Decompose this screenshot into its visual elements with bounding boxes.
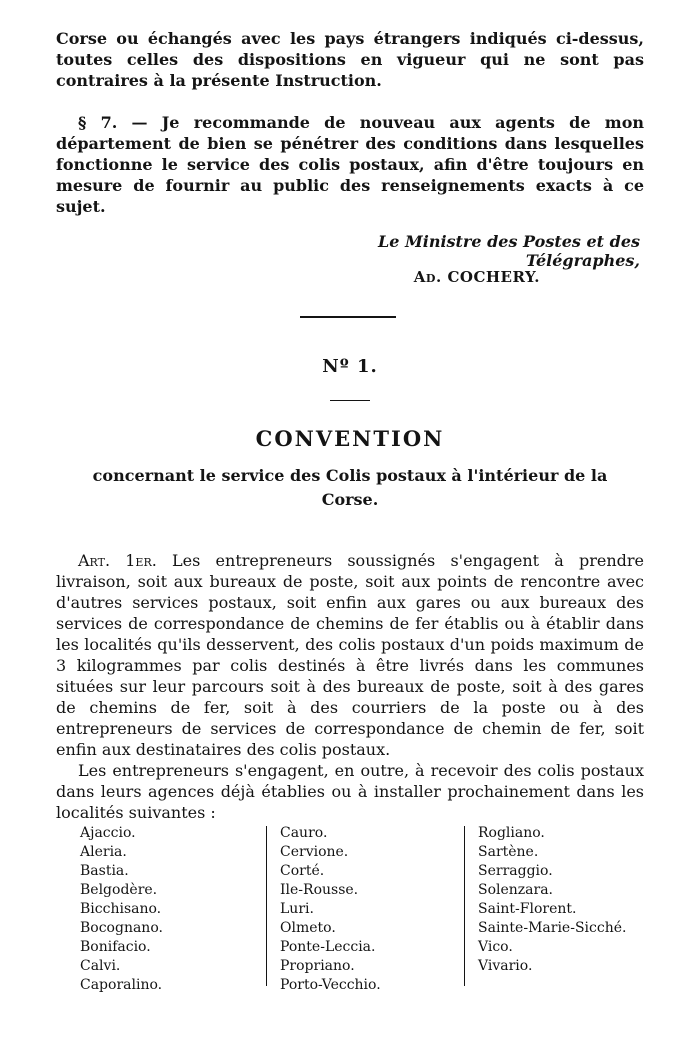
locality: Propriano. <box>280 958 355 974</box>
intro-paragraph-1: Corse ou échangés avec les pays étrangers indiqués ci-dessus, toutes celles des dispositions en vigueur qui ne sont pas contraires à la présente Instruction. <box>56 29 644 90</box>
locality: Solenzara. <box>478 882 554 898</box>
signature-name <box>340 268 540 286</box>
section-title: CONVENTION <box>255 426 445 451</box>
locality: Ponte-Leccia. <box>280 939 376 955</box>
section-number: Nº 1. <box>322 356 378 377</box>
divider-rule-2 <box>330 400 370 401</box>
divider-rule-1 <box>300 316 396 318</box>
locality: Corté. <box>280 863 325 879</box>
article-1-text: Les entrepreneurs soussignés s'engagent à prendre livraison, soit aux bureaux de poste, soit aux points de rencontre avec d'autres services postaux, soit enfin aux gares ou aux bureaux des services de correspondance de chemins de fer établis ou à établir dans les localités qu'ils desservent, des colis postaux d'un poids maximum de 3 kilogrammes par colis destinés à être livrés dans les communes situées sur leur parcours soit à des bureaux de poste, soit à des gares de chemins de fer, soit à des courriers de la poste ou à des entrepreneurs de services de correspondance de chemin de fer, soit enfin aux destinataires des colis postaux. <box>56 551 645 759</box>
locality: Olmeto. <box>280 920 336 936</box>
locality: Rogliano. <box>478 825 545 841</box>
locality: Bocognano. <box>80 920 163 936</box>
locality: Luri. <box>280 901 314 917</box>
locality: Sainte-Marie-Sicché. <box>478 920 627 936</box>
signature-initial: Ad. <box>413 268 442 286</box>
section-subtitle: concernant le service des Colis postaux à l'intérieur de la Corse. <box>92 466 608 509</box>
locality: Bastia. <box>80 863 129 879</box>
localities-column-1 <box>80 824 163 995</box>
column-separator-1 <box>266 826 267 986</box>
locality: Sartène. <box>478 844 539 860</box>
locality: Cervione. <box>280 844 349 860</box>
locality: Cauro. <box>280 825 328 841</box>
locality: Saint-Florent. <box>478 901 577 917</box>
locality: Caporalino. <box>80 977 163 993</box>
locality: Ile-Rousse. <box>280 882 359 898</box>
signature-title: Le Ministre des Postes et des Télégraphes, <box>378 232 640 270</box>
intro-paragraph-2: § 7. — Je recommande de nouveau aux agents de mon département de bien se pénétrer des conditions dans lesquelles fonctionne le service des colis postaux, afin d'être toujours en mesure de fournir au public des renseignements exacts à ce sujet. <box>56 113 644 216</box>
locality: Bicchisano. <box>80 901 162 917</box>
locality: Vico. <box>478 939 513 955</box>
locality: Porto-Vecchio. <box>280 977 381 993</box>
locality: Bonifacio. <box>80 939 151 955</box>
localities-column-3 <box>478 824 626 976</box>
article-label: Art. 1er. <box>78 551 157 570</box>
locality: Belgodère. <box>80 882 158 898</box>
column-separator-2 <box>464 826 465 986</box>
article-1-paragraph <box>56 550 644 760</box>
localities-column-2 <box>280 824 381 995</box>
article-1-paragraph-2: Les entrepreneurs s'engagent, en outre, à recevoir des colis postaux dans leurs agences déjà établies ou à installer prochainement dans les localités suivantes : <box>56 761 644 822</box>
locality: Ajaccio. <box>80 825 136 841</box>
signature-surname: COCHERY. <box>447 268 540 286</box>
locality: Aleria. <box>80 844 127 860</box>
locality: Serraggio. <box>478 863 553 879</box>
locality: Vivario. <box>478 958 533 974</box>
locality: Calvi. <box>80 958 121 974</box>
